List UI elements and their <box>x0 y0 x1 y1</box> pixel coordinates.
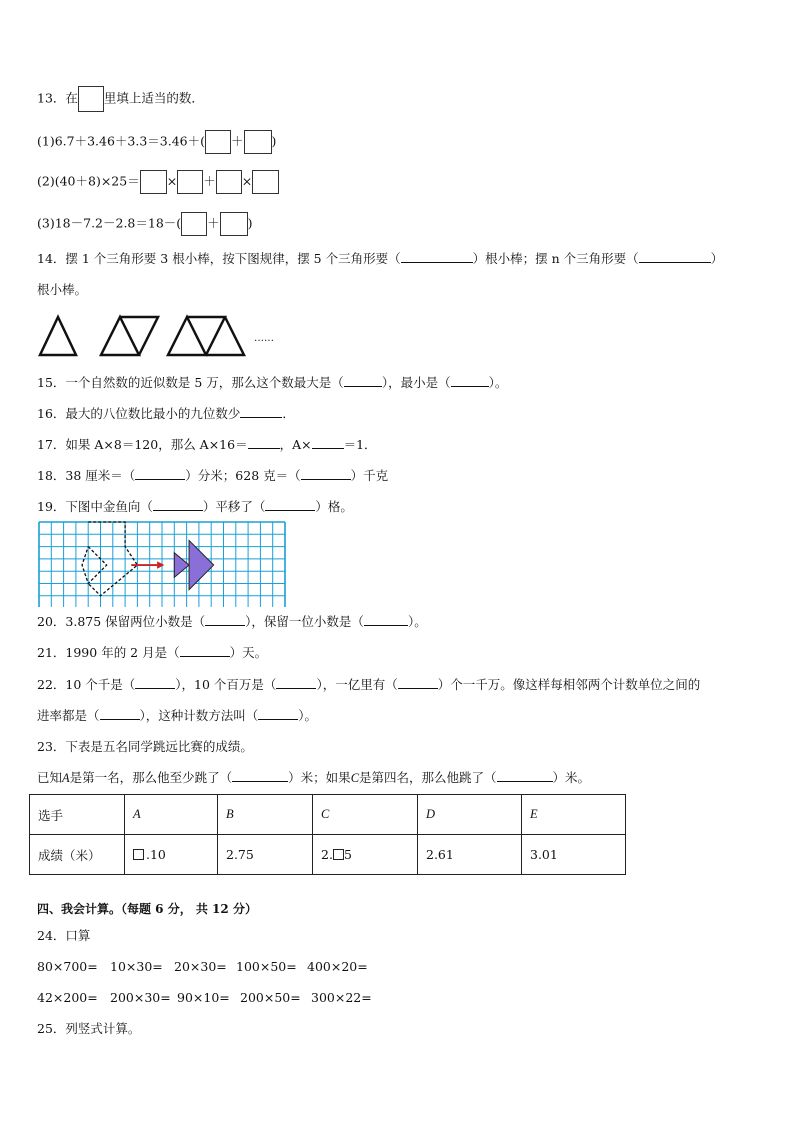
answer-blank[interactable] <box>232 769 288 782</box>
q22-text-d: ）个一千万。像这样每相邻两个计数单位之间的 <box>437 677 701 692</box>
plus-sign: ＋ <box>203 173 216 189</box>
q19-text-c: ）格。 <box>315 499 353 514</box>
q13-l3-text: (3)18－7.2－2.8＝18－( <box>37 215 182 231</box>
q21-text-b: ）天。 <box>229 645 268 660</box>
q13-l2-text: (2)(40＋8)×25＝ <box>37 173 140 189</box>
arrow-head-icon <box>157 561 164 568</box>
times-sign: × <box>166 173 178 189</box>
q15 <box>37 374 507 392</box>
answer-box[interactable] <box>205 130 231 154</box>
q15-text-b: ），最小是（ <box>381 375 451 390</box>
q14-line1 <box>37 250 723 268</box>
table-header-cell: E <box>522 795 626 835</box>
fish-tail-dashed <box>82 547 107 584</box>
answer-blank[interactable] <box>344 374 382 387</box>
cell-value: 2. <box>321 847 333 862</box>
calc-item: 10×30= <box>110 959 163 974</box>
table-row <box>30 795 626 835</box>
q22-text-c: ），一亿里有（ <box>316 677 398 692</box>
answer-blank[interactable] <box>301 467 351 480</box>
triangle-2a <box>101 317 139 355</box>
q20-text-b: ），保留一位小数是（ <box>245 614 364 629</box>
q22-text-e: 进率都是（ <box>37 708 100 723</box>
answer-blank[interactable] <box>401 250 473 263</box>
fish-translation-grid <box>38 521 288 607</box>
table-header-cell: C <box>313 795 418 835</box>
calc-item: 400×20= <box>307 959 368 974</box>
table-header-cell: B <box>218 795 313 835</box>
q18-text-b: ）分米；628 克＝（ <box>185 468 301 483</box>
q13-line2 <box>37 170 279 194</box>
q17-text-b: ，A× <box>279 437 312 452</box>
calc-item: 200×50= <box>240 990 301 1005</box>
q23-var-a: A <box>62 771 70 785</box>
q21-text-a: 21．1990 年的 2 月是（ <box>37 645 180 660</box>
q18-text-a: 18．38 厘米＝（ <box>37 468 136 483</box>
q22-line2 <box>37 707 317 725</box>
q13-line1 <box>37 130 276 154</box>
table-cell <box>125 835 218 875</box>
answer-blank[interactable] <box>398 676 438 689</box>
answer-blank[interactable] <box>153 498 203 511</box>
answer-box[interactable] <box>244 130 272 154</box>
q23-text-a: 已知 <box>37 770 63 785</box>
plus-sign: ＋ <box>231 133 244 149</box>
q17-text-a: 17．如果 A×8＝120，那么 A×16＝ <box>37 437 248 452</box>
missing-digit-box[interactable] <box>133 849 144 860</box>
q22-text-f: ），这种计数方法叫（ <box>139 708 259 723</box>
answer-blank[interactable] <box>135 676 175 689</box>
triangle-3b <box>187 317 225 355</box>
cell-value: 5 <box>343 847 352 862</box>
q24-row1 <box>37 958 368 976</box>
q14-text-a: 14．摆 1 个三角形要 3 根小棒，按下图规律，摆 5 个三角形要（ <box>37 251 401 266</box>
table-cell: 成绩（米） <box>30 835 125 875</box>
q16 <box>37 405 295 423</box>
q17 <box>37 436 377 454</box>
fish-body <box>189 540 214 589</box>
q22-text-b: ），10 个百万是（ <box>175 677 277 692</box>
q23-text-c: ）米；如果 <box>288 770 351 785</box>
table-row <box>30 835 626 875</box>
q14-line2 <box>37 281 87 299</box>
calc-item: 300×22= <box>311 990 372 1005</box>
long-jump-table <box>29 794 626 875</box>
q19 <box>37 498 353 516</box>
table-cell <box>313 835 418 875</box>
answer-blank[interactable] <box>205 613 245 626</box>
q25-title: 25．列竖式计算。 <box>37 1021 141 1036</box>
q19-text-a: 19．下图中金鱼向（ <box>37 499 153 514</box>
triangle-3c <box>206 317 244 355</box>
answer-blank[interactable] <box>100 707 140 720</box>
times-sign: × <box>241 173 253 189</box>
table-header-cell: A <box>125 795 218 835</box>
q15-text-c: ）。 <box>488 375 508 390</box>
paren-close: ) <box>271 133 277 149</box>
answer-blank[interactable] <box>451 374 489 387</box>
calc-item: 200×30= <box>110 990 171 1005</box>
q23-question <box>37 769 590 787</box>
answer-box[interactable] <box>177 170 203 194</box>
answer-blank[interactable] <box>364 613 408 626</box>
q17-text-c: ＝1． <box>343 437 377 452</box>
q20-text-c: ）。 <box>407 614 427 629</box>
table-cell: 3.01 <box>522 835 626 875</box>
q23-text-b: 是第一名，那么他至少跳了（ <box>69 770 233 785</box>
calc-item: 90×10= <box>177 990 230 1005</box>
ellipsis: …… <box>254 333 274 344</box>
answer-blank[interactable] <box>639 250 711 263</box>
table-cell: 2.75 <box>218 835 313 875</box>
q22-line1 <box>37 676 700 694</box>
answer-box[interactable] <box>140 170 167 194</box>
q15-text-a: 15．一个自然数的近似数是 5 万，那么这个数最大是（ <box>37 375 344 390</box>
calc-item: 80×700= <box>37 959 98 974</box>
q22-text-a: 22．10 个千是（ <box>37 677 136 692</box>
answer-blank[interactable] <box>276 676 316 689</box>
triangles-figure <box>36 312 286 362</box>
paren-close: ) <box>247 215 253 231</box>
q14-text-c: ） <box>710 251 724 266</box>
answer-blank[interactable] <box>312 436 344 449</box>
answer-blank[interactable] <box>497 769 553 782</box>
q18 <box>37 467 388 485</box>
answer-box[interactable] <box>252 170 279 194</box>
q16-text-b: ． <box>282 406 295 421</box>
answer-blank[interactable] <box>135 467 185 480</box>
answer-blank[interactable] <box>240 405 282 418</box>
q13-prefix: 13．在 <box>37 90 78 106</box>
answer-blank[interactable] <box>265 498 315 511</box>
triangle-2b <box>120 317 158 355</box>
table-header-cell: D <box>418 795 522 835</box>
table-cell: 2.61 <box>418 835 522 875</box>
section-title: 四、我会计算。（每题 6 分， 共 12 分） <box>37 902 257 916</box>
answer-box[interactable] <box>220 212 248 236</box>
q23-var-c: C <box>350 771 360 785</box>
q22-text-g: ）。 <box>298 708 318 723</box>
q20 <box>37 613 427 631</box>
q18-text-c: ）千克 <box>350 468 389 483</box>
table-header-cell: 选手 <box>30 795 125 835</box>
answer-box[interactable] <box>216 170 242 194</box>
q20-text-a: 20．3.875 保留两位小数是（ <box>37 614 206 629</box>
q21 <box>37 644 267 662</box>
calc-item: 20×30= <box>174 959 227 974</box>
calc-item: 42×200= <box>37 990 98 1005</box>
plus-sign: ＋ <box>207 215 220 231</box>
calc-item: 100×50= <box>236 959 297 974</box>
q24-row2 <box>37 989 372 1007</box>
q13-suffix: 里填上适当的数． <box>103 90 204 106</box>
q19-text-b: ）平移了（ <box>202 499 266 514</box>
answer-blank[interactable] <box>258 707 298 720</box>
q14-text-b: ）根小棒；摆 n 个三角形要（ <box>472 251 639 266</box>
triangle-3a <box>168 317 206 355</box>
q23-text-e: ）米。 <box>552 770 591 785</box>
q13-l1-text: (1)6.7＋3.46＋3.3＝3.46＋( <box>37 133 206 149</box>
cell-value: .10 <box>146 847 166 862</box>
answer-box[interactable] <box>78 86 104 112</box>
q14-text-d: 根小棒。 <box>37 282 88 297</box>
answer-blank[interactable] <box>248 436 280 449</box>
missing-digit-box[interactable] <box>333 849 344 860</box>
q23-title: 23．下表是五名同学跳远比赛的成绩。 <box>37 739 253 754</box>
q13-title <box>37 86 204 112</box>
answer-box[interactable] <box>181 212 207 236</box>
q13-line3 <box>37 212 253 236</box>
q16-text-a: 16．最大的八位数比最小的九位数少 <box>37 406 241 421</box>
answer-blank[interactable] <box>180 644 230 657</box>
triangle-1 <box>40 317 76 355</box>
q23-text-d: 是第四名，那么他跳了（ <box>359 770 497 785</box>
q24-title: 24．口算 <box>37 928 91 943</box>
